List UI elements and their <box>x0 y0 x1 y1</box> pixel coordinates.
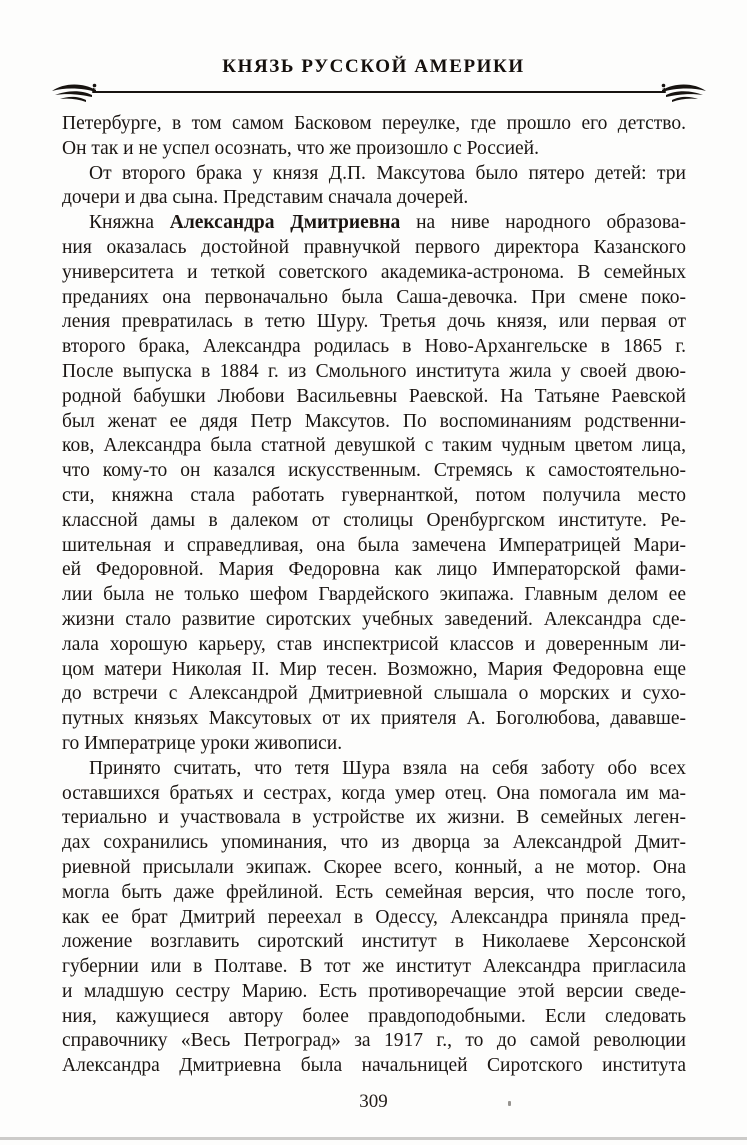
text-line: путных князьях Максутовых от их приятеля А. Боголюбова, дававше- <box>62 708 686 730</box>
person-name-bold: Александра Дмитриевна <box>169 212 401 234</box>
paragraph <box>62 162 686 212</box>
paragraph <box>62 112 686 162</box>
text-block <box>62 112 686 1079</box>
scan-edge-line <box>0 1137 747 1140</box>
text-line: был женат ее дядя Петр Максутов. По воспоминаниям родственни- <box>62 410 686 432</box>
text-line: как ее брат Дмитрий переехал в Одессу, Александра приняла пред- <box>62 906 686 928</box>
text-line: риевной присылали экипаж. Скорее всего, конный, а не мотор. Она <box>62 856 686 878</box>
text-line: лии была не только шефом Гвардейского экипажа. Главным делом ее <box>62 584 686 606</box>
text-line: справочнику «Весь Петроград» за 1917 г., то до самой революции <box>62 1030 686 1052</box>
text-line: От второго брака у князя Д.П. Максутова было пятеро детей: три <box>89 162 686 184</box>
text-line: ков, Александра была статной девушкой с таким чудным цветом лица, <box>62 435 686 457</box>
text-line: ния, кажущиеся автору более правдоподобными. Если следовать <box>62 1005 686 1027</box>
flourish-left-icon <box>50 81 98 105</box>
text-line: го Императрице уроки живописи. <box>62 732 343 754</box>
running-head-title: КНЯЗЬ РУССКОЙ АМЕРИКИ <box>222 56 525 77</box>
text-line: и младшую сестру Марию. Есть противоречащие этой версии сведе- <box>62 980 686 1002</box>
text-line: могла быть даже фрейлиной. Есть семейная версия, что после того, <box>62 881 686 903</box>
text-line: териально и участвовала в устройстве их жизни. В семейных леген- <box>62 807 686 829</box>
page-number: 309 <box>359 1091 388 1112</box>
paragraph <box>62 757 686 1079</box>
text-line <box>62 211 686 236</box>
text-line: губернии или в Полтаве. В тот же институт Александра пригласила <box>62 956 686 978</box>
text-line: дочери и два сына. Представим сначала дочерей. <box>62 187 469 209</box>
header-rule-line <box>92 91 666 93</box>
text-line: Петербурге, в том самом Басковом переулке, где прошло его детство. <box>62 113 686 134</box>
text-line: Александра Дмитриевна была начальницей Сиротского института <box>62 1055 686 1077</box>
text-line: второго брака, Александра родилась в Ново-Архангельске в 1865 г. <box>62 336 686 358</box>
text-line: Принято считать, что тетя Шура взяла на себя заботу обо всех <box>89 757 686 779</box>
ink-speck <box>508 1101 511 1106</box>
text-line: классной дамы в далеком от столицы Оренбургском институте. Ре- <box>62 509 686 531</box>
text-line: дах сохранились упоминания, что из дворца за Александрой Дмит- <box>62 832 686 854</box>
text-line: ложение возглавить сиротский институт в Николаеве Херсонской <box>62 931 686 953</box>
text-line: жизни стало развитие сиротских учебных заведений. Александра сде- <box>62 608 686 630</box>
flourish-right-icon <box>660 81 708 105</box>
header-rule <box>50 81 708 105</box>
text-line: ния оказалась достойной правнучкой первого директора Казанского <box>62 236 686 258</box>
text-line: университета и теткой советского академика-астронома. В семейных <box>62 261 686 283</box>
text-line: цом матери Николая II. Мир тесен. Возможно, Мария Федоровна еще <box>62 658 686 680</box>
text-line: После выпуска в 1884 г. из Смольного института жила у своей двою- <box>62 360 686 382</box>
text-line: родной бабушки Любови Васильевны Раевской. На Татьяне Раевской <box>62 385 686 407</box>
text-segment: Княжна <box>89 212 170 234</box>
text-line: лала хорошую карьеру, став инспектрисой классов и доверенным ли- <box>62 633 686 655</box>
text-line: что кому-то он казался искусственным. Стремясь к самостоятельно- <box>62 460 686 482</box>
text-line: преданиях она первоначально была Саша-девочка. При смене поко- <box>62 286 686 308</box>
text-line: до встречи с Александрой Дмитриевной слышала о морских и сухо- <box>62 683 686 705</box>
text-line: ей Федоровной. Мария Федоровна как лицо Императорской фами- <box>62 559 686 581</box>
text-line: ления превратилась в тетю Шуру. Третья дочь князя, или первая от <box>62 311 686 333</box>
text-line: шительная и справедливая, она была замечена Императрицей Мари- <box>62 534 686 556</box>
text-line: оставшихся братьях и сестрах, когда умер отец. Она помогала им ма- <box>62 782 686 804</box>
text-line: сти, княжна стала работать гувернанткой, потом получила место <box>62 484 686 506</box>
text-segment: на ниве народного образова- <box>400 212 686 234</box>
text-line: Он так и не успел осознать, что же произошло с Россией. <box>62 137 539 159</box>
paragraph <box>62 211 686 757</box>
